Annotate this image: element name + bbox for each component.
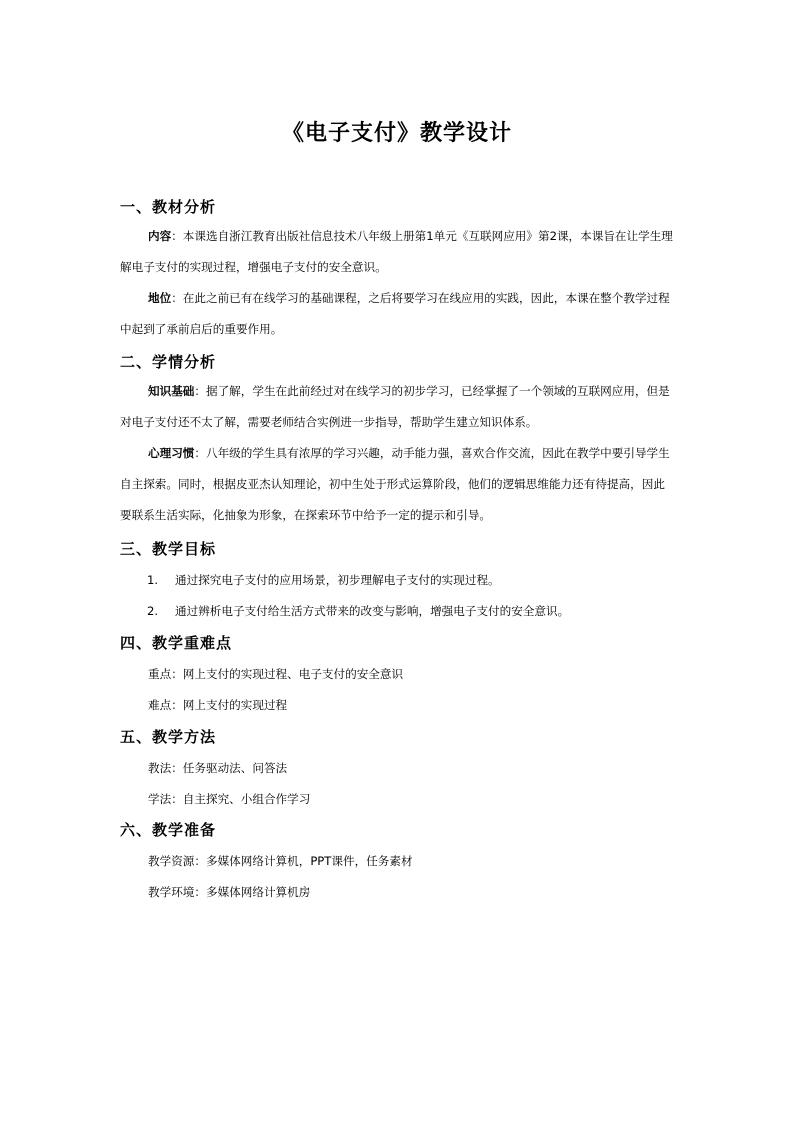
label-content: 内容	[148, 229, 172, 243]
teaching-method-line: 教法：任务驱动法、问答法	[148, 761, 288, 775]
goal-item	[147, 603, 569, 619]
text-psychology: ：八年级的学生具有浓厚的学习兴趣，动手能力强，喜欢合作交流，因此在教学中要引导学生自主探索。同时，根据皮亚杰认知理论，初中生处于形式运算阶段，他们的逻辑思维能力还有待提高，因此要联系生活实际，化抽象为形象，在探索环节中给予一定的提示和引导。	[120, 446, 670, 522]
paragraph-psychology	[120, 438, 676, 531]
text-position: ：在此之前已有在线学习的基础课程，之后将要学习在线应用的实践，因此，本课在整个教学过程中起到了承前启后的重要作用。	[120, 291, 670, 336]
learning-method-line: 学法：自主探究、小组合作学习	[148, 792, 311, 806]
section-heading-textbook-analysis: 一、教材分析	[120, 198, 217, 216]
label-psychology: 心理习惯	[148, 446, 195, 460]
text-content: ：本课选自浙江教育出版社信息技术八年级上册第1单元《互联网应用》第2课，本课旨在让学生理解电子支付的实现过程，增强电子支付的安全意识。	[120, 229, 673, 274]
resources-line: 教学资源：多媒体网络计算机，PPT课件，任务素材	[148, 854, 413, 868]
goal-item	[147, 572, 500, 588]
section-heading-teaching-methods: 五、教学方法	[120, 728, 217, 746]
section-heading-key-points: 四、教学重难点	[120, 634, 233, 652]
difficulty-line: 难点：网上支付的实现过程	[148, 698, 288, 712]
text-knowledge-base: ：据了解，学生在此前经过对在线学习的初步学习，已经掌握了一个领域的互联网应用，但是对电子支付还不太了解，需要老师结合实例进一步指导，帮助学生建立知识体系。	[120, 384, 670, 429]
paragraph-position	[120, 283, 676, 345]
environment-line: 教学环境：多媒体网络计算机房	[148, 885, 311, 899]
paragraph-knowledge-base	[120, 376, 676, 438]
label-knowledge-base: 知识基础	[148, 384, 195, 398]
goal-text: 通过辨析电子支付给生活方式带来的改变与影响，增强电子支付的安全意识。	[175, 604, 570, 618]
section-heading-student-analysis: 二、学情分析	[120, 353, 217, 371]
paragraph-content	[120, 221, 676, 283]
section-heading-preparation: 六、教学准备	[120, 821, 217, 839]
label-position: 地位	[148, 291, 172, 305]
key-point-line: 重点：网上支付的实现过程、电子支付的安全意识	[148, 667, 404, 681]
goal-number: 2.	[147, 604, 159, 618]
goal-text: 通过探究电子支付的应用场景，初步理解电子支付的实现过程。	[175, 573, 500, 587]
page-title: 《电子支付》教学设计	[281, 121, 512, 146]
goal-number: 1.	[147, 573, 159, 587]
section-heading-teaching-goals: 三、教学目标	[120, 540, 217, 558]
